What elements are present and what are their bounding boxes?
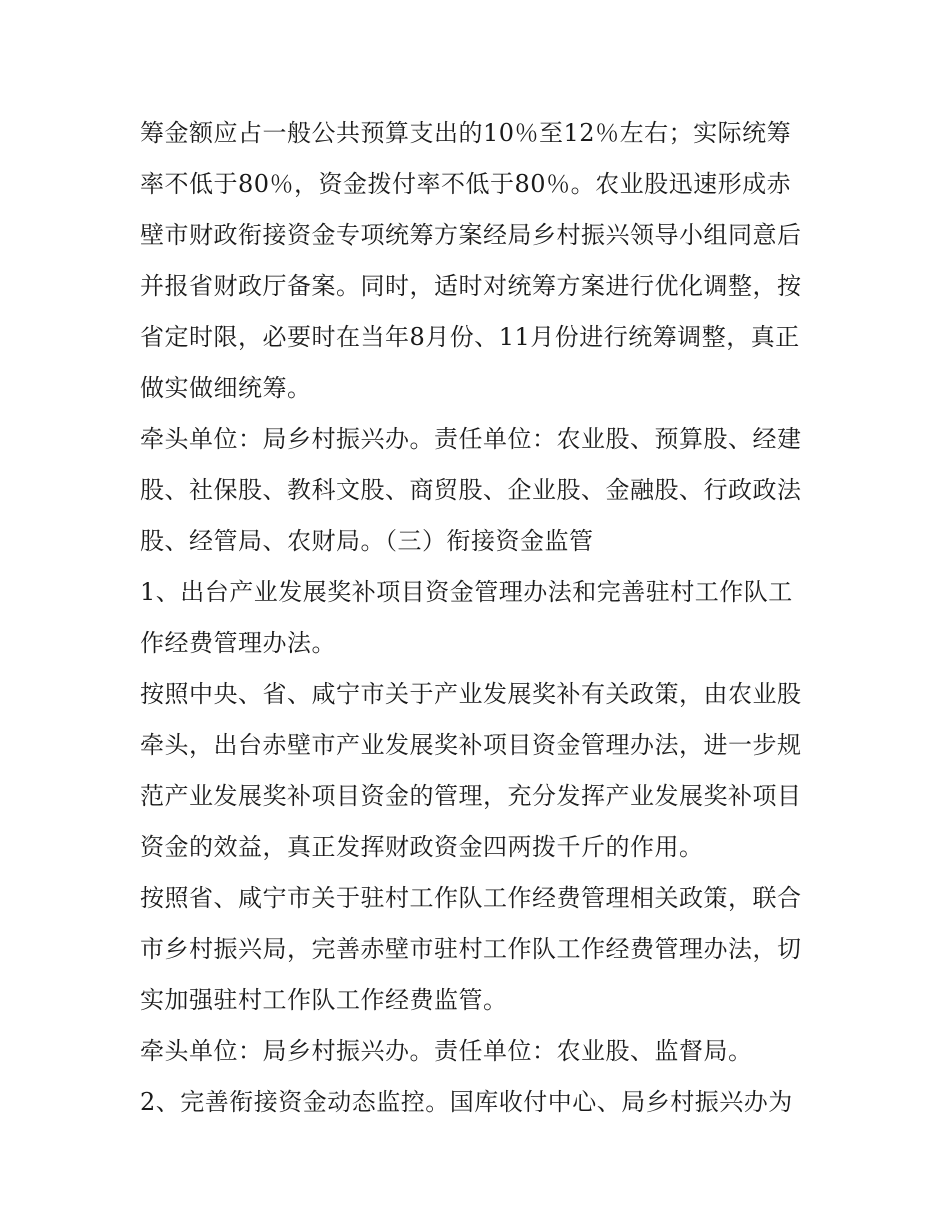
text-line: 股、经管局、农财局。（三）衔接资金监管 [140, 527, 594, 555]
text-line: 范产业发展奖补项目资金的管理，充分发挥产业发展奖补项目 [140, 782, 802, 810]
text-line: 牵头，出台赤壁市产业发展奖补项目资金管理办法，进一步规 [140, 731, 802, 759]
text-line: 率不低于80％，资金拨付率不低于80％。农业股迅速形成赤 [140, 170, 792, 198]
text-line: 按照省、咸宁市关于驻村工作队工作经费管理相关政策，联合 [140, 884, 802, 912]
text-line: 资金的效益，真正发挥财政资金四两拨千斤的作用。 [140, 833, 704, 861]
text-line: 并报省财政厅备案。同时，适时对统筹方案进行优化调整，按 [140, 272, 802, 300]
text-line: 壁市财政衔接资金专项统筹方案经局乡村振兴领导小组同意后 [140, 221, 802, 249]
text-line: 牵头单位：局乡村振兴办。责任单位：农业股、监督局。 [140, 1037, 753, 1065]
text-line: 省定时限，必要时在当年8月份、11月份进行统筹调整，真正 [140, 323, 800, 351]
text-line: 作经费管理办法。 [140, 629, 336, 657]
text-line: 1、出台产业发展奖补项目资金管理办法和完善驻村工作队工 [140, 578, 793, 606]
text-line: 做实做细统筹。 [140, 374, 312, 402]
text-line: 牵头单位：局乡村振兴办。责任单位：农业股、预算股、经建 [140, 425, 802, 453]
text-line: 股、社保股、教科文股、商贸股、企业股、金融股、行政政法 [140, 476, 802, 504]
text-line: 筹金额应占一般公共预算支出的10％至12％左右；实际统筹 [140, 119, 792, 147]
text-line: 市乡村振兴局，完善赤壁市驻村工作队工作经费管理办法，切 [140, 935, 802, 963]
text-line: 按照中央、省、咸宁市关于产业发展奖补有关政策，由农业股 [140, 680, 802, 708]
text-line: 2、完善衔接资金动态监控。国库收付中心、局乡村振兴办为 [140, 1088, 793, 1116]
document-body [140, 108, 820, 1128]
text-line: 实加强驻村工作队工作经费监管。 [140, 986, 508, 1014]
